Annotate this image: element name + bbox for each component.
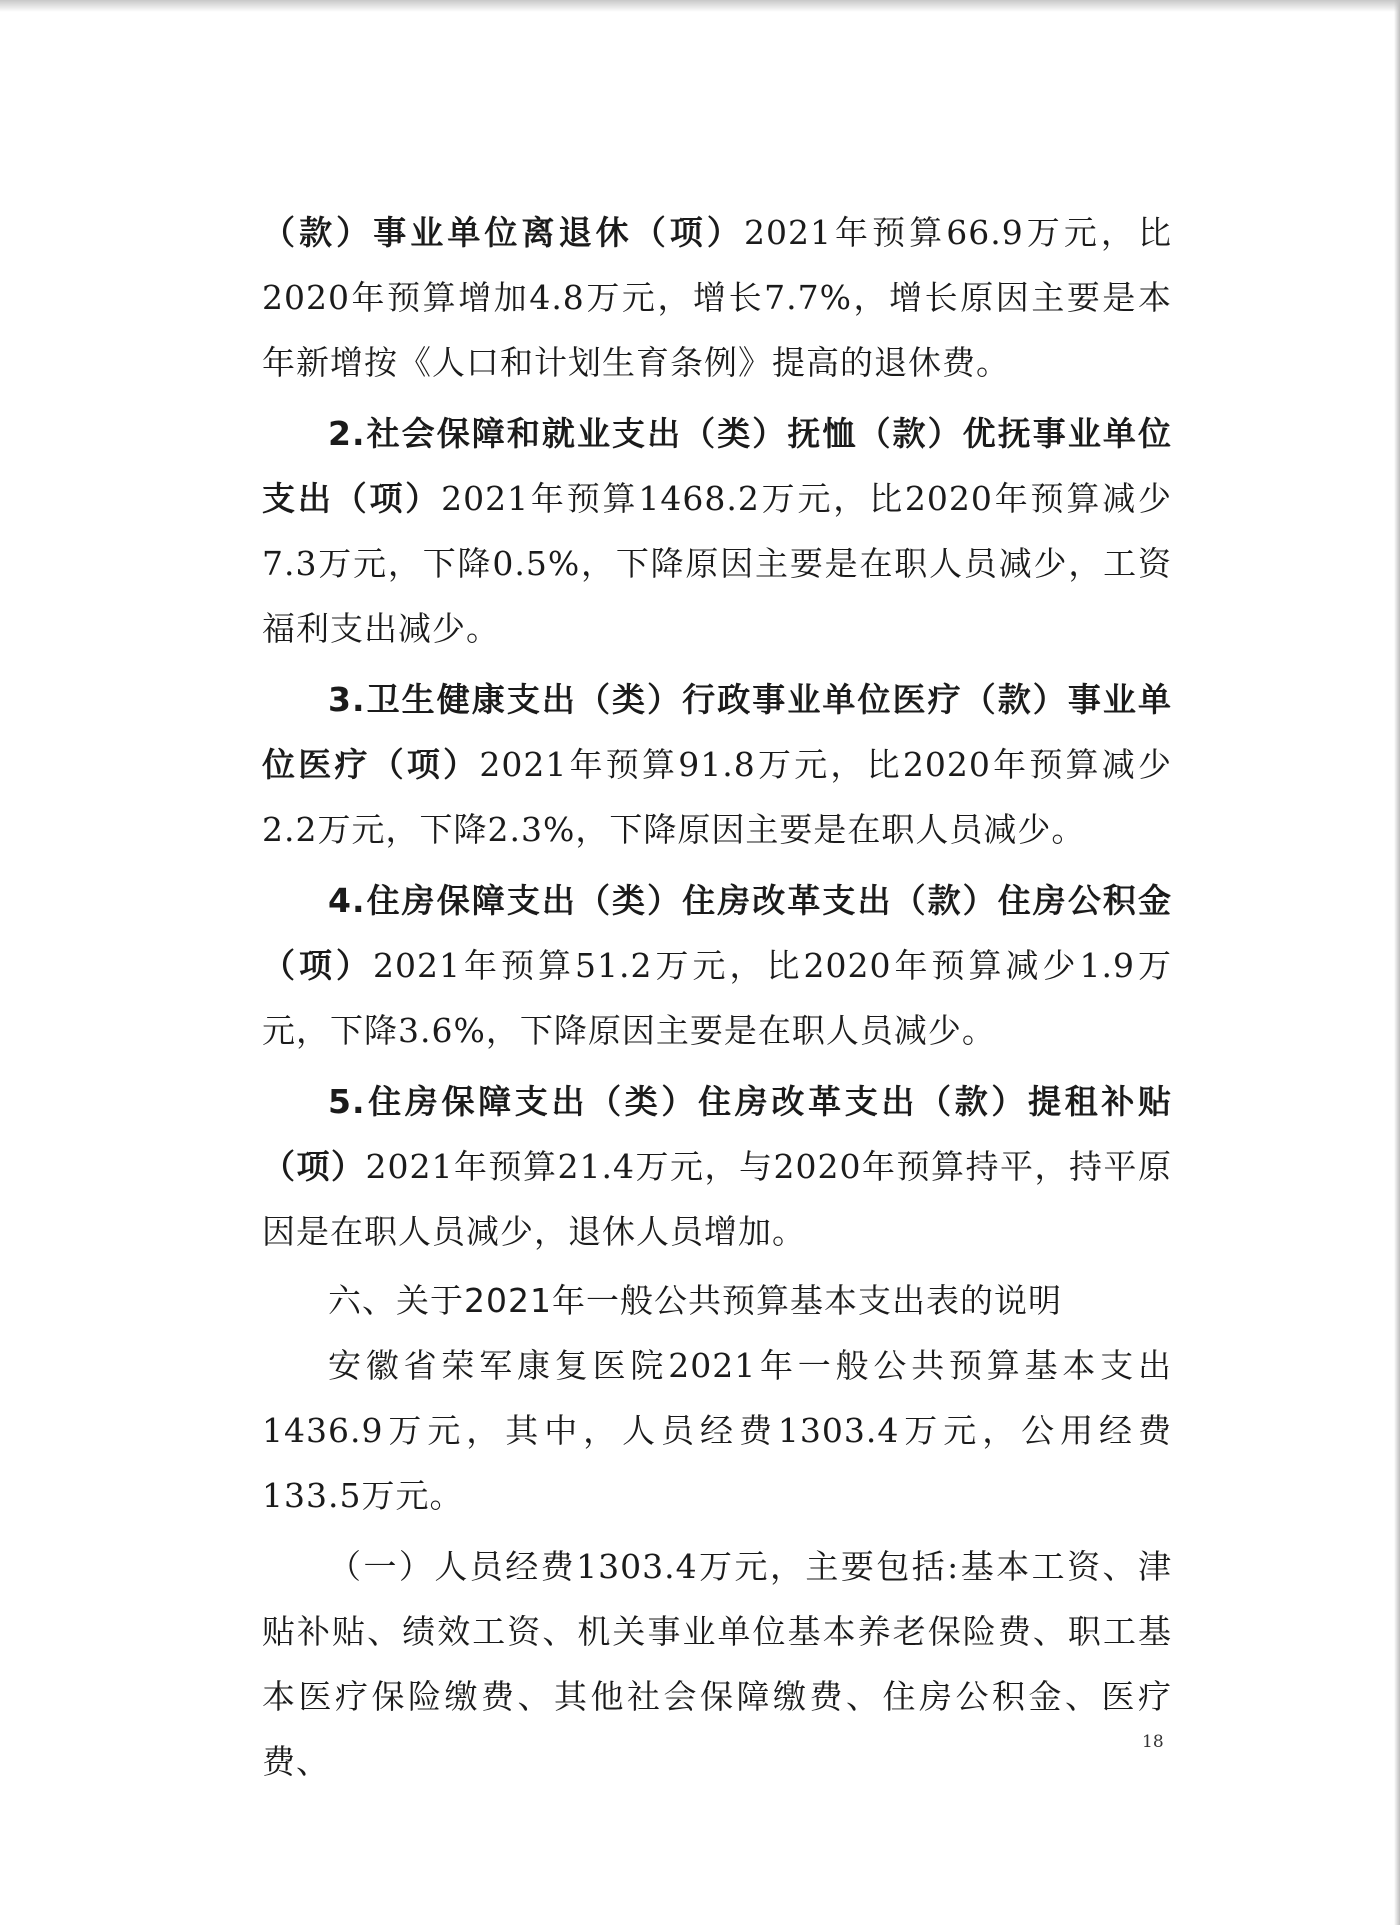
paragraph-rent-subsidy	[262, 1069, 1172, 1264]
paragraph-retirement	[262, 200, 1172, 395]
paragraph-health	[262, 667, 1172, 862]
paragraph-retirement-bold: （款）事业单位离退休（项）	[262, 213, 744, 252]
paragraph-rent-subsidy-text: 2021年预算21.4万元，与2020年预算持平，持平原因是在职人员减少，退休人员增加。	[262, 1147, 1172, 1251]
paragraph-housing-fund	[262, 868, 1172, 1063]
page-number: 18	[1142, 1732, 1164, 1752]
paragraph-retirement-text: 2021年预算66.9万元，比2020年预算增加4.8万元，增长7.7%，增长原因主要是本年新增按《人口和计划生育条例》提高的退休费。	[262, 213, 1172, 382]
paragraph-housing-fund-bold: 4.住房保障支出（类）住房改革支出（款）住房公积金（项）	[262, 881, 1172, 985]
paragraph-social-security-bold: 2.社会保障和就业支出（类）抚恤（款）优抚事业单位支出（项）	[262, 414, 1172, 518]
paragraph-basic-expenditure: 安徽省荣军康复医院2021年一般公共预算基本支出1436.9万元，其中，人员经费1303.4万元，公用经费133.5万元。	[262, 1346, 1172, 1515]
section-heading: 六、关于2021年一般公共预算基本支出表的说明	[328, 1281, 1062, 1320]
paragraph-housing-fund-text: 2021年预算51.2万元，比2020年预算减少1.9万元，下降3.6%，下降原因主要是在职人员减少。	[262, 946, 1172, 1050]
scan-right-edge	[1394, 0, 1400, 1925]
scan-top-edge	[0, 0, 1400, 12]
paragraph-rent-subsidy-bold: 5.住房保障支出（类）住房改革支出（款）提租补贴（项）	[262, 1082, 1172, 1186]
paragraph-social-security	[262, 401, 1172, 661]
document-page	[262, 200, 1172, 1794]
paragraph-health-text: 2021年预算91.8万元，比2020年预算减少2.2万元，下降2.3%，下降原因主要是在职人员减少。	[262, 745, 1172, 849]
paragraph-personnel-cost: （一）人员经费1303.4万元，主要包括:基本工资、津贴补贴、绩效工资、机关事业单位基本养老保险费、职工基本医疗保险缴费、其他社会保障缴费、住房公积金、医疗费、	[262, 1547, 1172, 1781]
paragraph-social-security-text: 2021年预算1468.2万元，比2020年预算减少7.3万元，下降0.5%，下降原因主要是在职人员减少，工资福利支出减少。	[262, 479, 1173, 648]
paragraph-health-bold: 3.卫生健康支出（类）行政事业单位医疗（款）事业单位医疗（项）	[262, 680, 1172, 784]
